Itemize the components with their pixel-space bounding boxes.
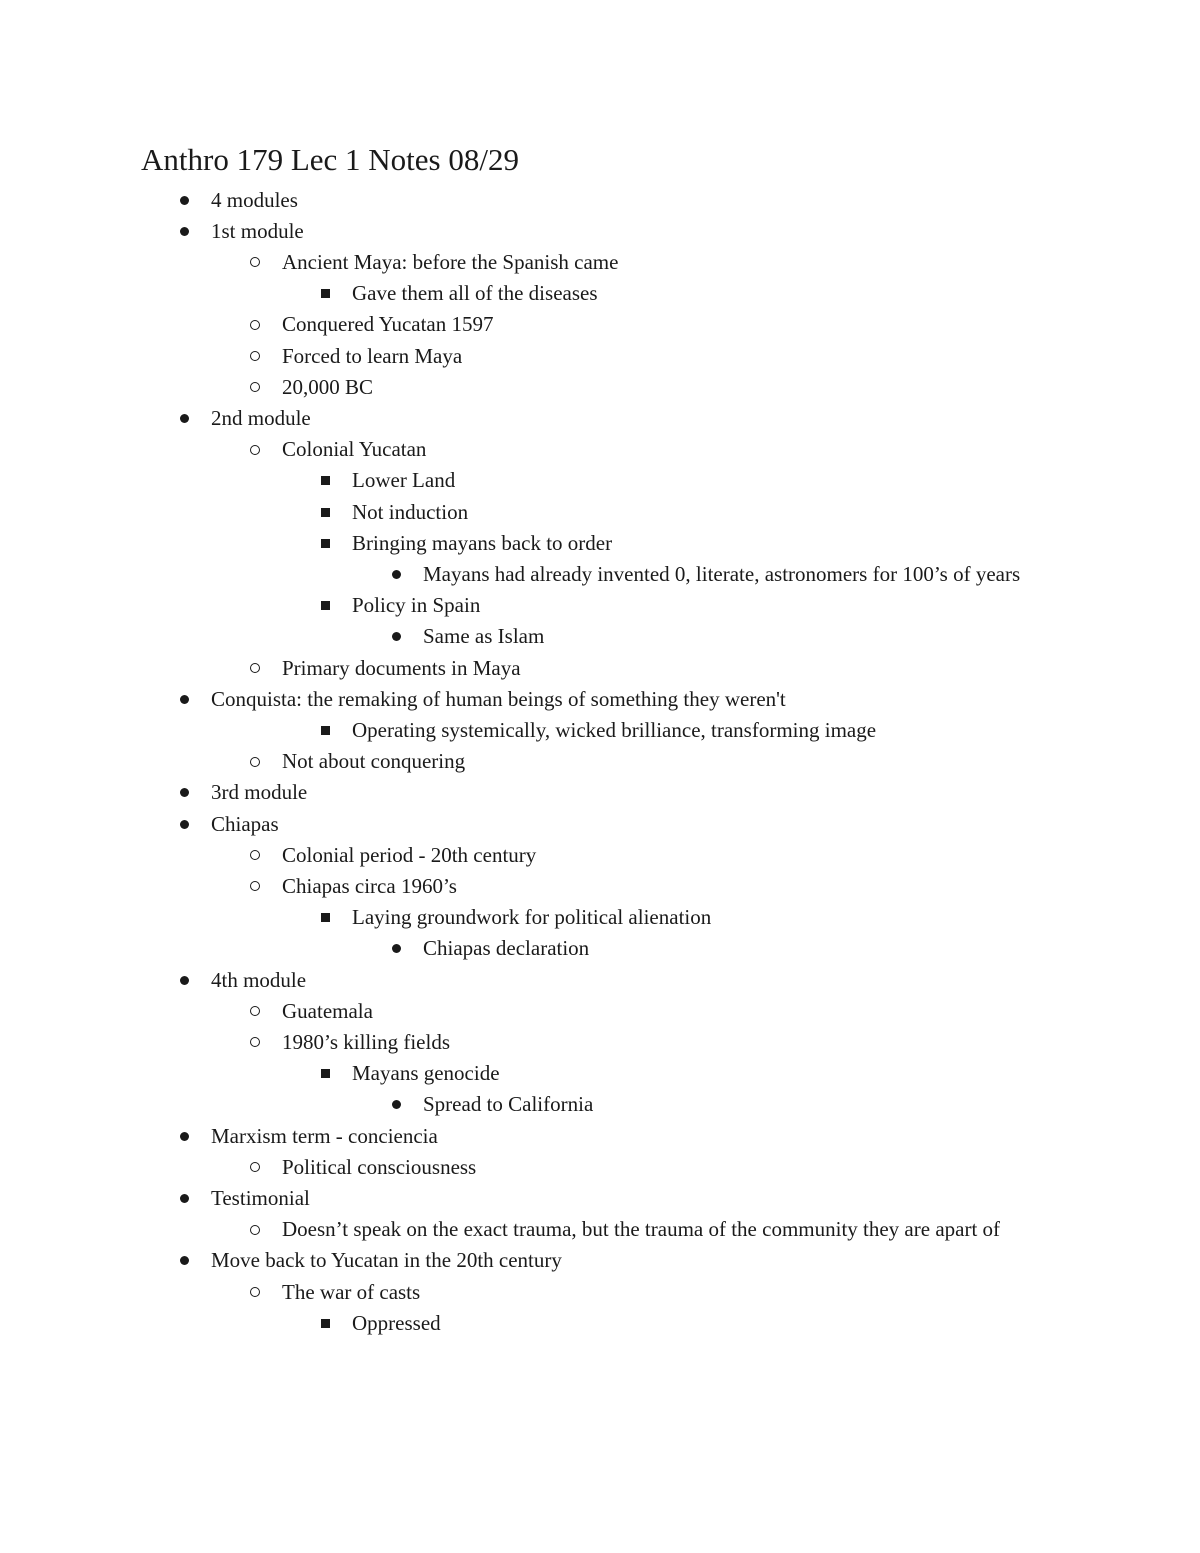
- bullet-dot-icon: [174, 809, 194, 840]
- bullet-dot-icon: [174, 684, 194, 715]
- bullet-circle-icon: [245, 1214, 265, 1245]
- list-item: [282, 247, 1050, 278]
- bullet-square-icon: [315, 497, 335, 528]
- list-item-text: Not about conquering: [282, 749, 466, 774]
- list-item: [211, 684, 1050, 715]
- list-item: [282, 372, 1050, 403]
- bullet-square-icon: [315, 1058, 335, 1089]
- list-item: [352, 715, 1050, 746]
- list-item: [423, 621, 1050, 652]
- list-item: [282, 1027, 1050, 1058]
- list-item-text: 1st module: [211, 218, 304, 243]
- bullet-circle-icon: [245, 840, 265, 871]
- list-item-text: Lower Land: [352, 468, 456, 493]
- list-item: [352, 497, 1050, 528]
- list-item: [352, 528, 1050, 559]
- bullet-dot-icon: [174, 216, 194, 247]
- bullet-circle-icon: [245, 1027, 265, 1058]
- list-item-text: Mayans had already invented 0, literate, astronomers for 100’s of years: [423, 561, 1021, 586]
- list-item-text: 3rd module: [211, 780, 308, 805]
- list-item: [282, 653, 1050, 684]
- bullet-circle-icon: [245, 434, 265, 465]
- bullet-square-icon: [315, 278, 335, 309]
- list-item-text: Move back to Yucatan in the 20th century: [211, 1248, 562, 1273]
- bullet-dot-icon: [174, 185, 194, 216]
- bullet-circle-icon: [245, 372, 265, 403]
- bullet-square-icon: [315, 715, 335, 746]
- bullet-dot-icon: [386, 559, 406, 590]
- list-item-text: Same as Islam: [423, 624, 545, 649]
- bullet-circle-icon: [245, 871, 265, 902]
- list-item: [282, 1277, 1050, 1308]
- list-item-text: 20,000 BC: [282, 374, 374, 399]
- list-item: [352, 590, 1050, 621]
- bullet-circle-icon: [245, 1277, 265, 1308]
- bullet-circle-icon: [245, 341, 265, 372]
- list-item-text: Conquered Yucatan 1597: [282, 312, 494, 337]
- bullet-circle-icon: [245, 653, 265, 684]
- list-item-text: Mayans genocide: [352, 1061, 500, 1086]
- list-item-text: Marxism term - conciencia: [211, 1123, 438, 1148]
- list-item: [211, 1183, 1050, 1214]
- list-item-text: The war of casts: [282, 1279, 421, 1304]
- bullet-dot-icon: [386, 933, 406, 964]
- list-item: [352, 902, 1050, 933]
- list-item-text: 1980’s killing fields: [282, 1029, 450, 1054]
- list-item: [423, 559, 1050, 590]
- list-item: [282, 871, 1050, 902]
- list-item: [423, 1089, 1050, 1120]
- list-item: [211, 965, 1050, 996]
- list-item-text: Colonial period - 20th century: [282, 842, 537, 867]
- list-item-text: Doesn’t speak on the exact trauma, but the trauma of the community they are apart of: [282, 1217, 1001, 1242]
- bullet-square-icon: [315, 465, 335, 496]
- list-item: [282, 1214, 1050, 1245]
- page-title: Anthro 179 Lec 1 Notes 08/29: [141, 142, 519, 177]
- list-item-text: Forced to learn Maya: [282, 343, 463, 368]
- bullet-dot-icon: [386, 1089, 406, 1120]
- bullet-dot-icon: [174, 1245, 194, 1276]
- bullet-circle-icon: [245, 309, 265, 340]
- list-item-text: Political consciousness: [282, 1154, 477, 1179]
- bullet-dot-icon: [174, 1183, 194, 1214]
- list-item-text: Chiapas: [211, 811, 279, 836]
- list-item-text: Chiapas declaration: [423, 936, 590, 961]
- list-item: [282, 309, 1050, 340]
- list-item: [282, 746, 1050, 777]
- list-item-text: Oppressed: [352, 1310, 441, 1335]
- list-item-text: Guatemala: [282, 998, 373, 1023]
- list-item-text: Conquista: the remaking of human beings of something they weren't: [211, 686, 786, 711]
- bullet-circle-icon: [245, 996, 265, 1027]
- list-item-text: Chiapas circa 1960’s: [282, 873, 457, 898]
- list-item-text: Spread to California: [423, 1092, 594, 1117]
- bullet-circle-icon: [245, 746, 265, 777]
- bullet-dot-icon: [174, 777, 194, 808]
- list-item-text: Laying groundwork for political alienation: [352, 905, 712, 930]
- list-item: [211, 777, 1050, 808]
- list-item: [282, 840, 1050, 871]
- list-item-text: 2nd module: [211, 405, 311, 430]
- list-item: [211, 216, 1050, 247]
- list-item-text: Not induction: [352, 499, 469, 524]
- bullet-square-icon: [315, 1308, 335, 1339]
- bullet-dot-icon: [174, 403, 194, 434]
- list-item: [282, 434, 1050, 465]
- list-item-text: Testimonial: [211, 1185, 310, 1210]
- bullet-circle-icon: [245, 1152, 265, 1183]
- list-item-text: 4 modules: [211, 187, 298, 212]
- list-item: [423, 933, 1050, 964]
- bullet-dot-icon: [174, 965, 194, 996]
- list-item: [352, 278, 1050, 309]
- list-item: [211, 1245, 1050, 1276]
- list-item-text: Primary documents in Maya: [282, 655, 521, 680]
- list-item-text: Bringing mayans back to order: [352, 530, 613, 555]
- bullet-circle-icon: [245, 247, 265, 278]
- bullet-square-icon: [315, 528, 335, 559]
- list-item-text: Gave them all of the diseases: [352, 281, 598, 306]
- list-item: [352, 1308, 1050, 1339]
- list-item-text: Policy in Spain: [352, 593, 481, 618]
- list-item: [282, 1152, 1050, 1183]
- list-item: [352, 1058, 1050, 1089]
- list-item: [211, 185, 1050, 216]
- list-item: [211, 403, 1050, 434]
- bullet-dot-icon: [174, 1121, 194, 1152]
- list-item: [211, 809, 1050, 840]
- list-item: [211, 1121, 1050, 1152]
- bullet-square-icon: [315, 902, 335, 933]
- bullet-square-icon: [315, 590, 335, 621]
- list-item: [352, 465, 1050, 496]
- list-item-text: 4th module: [211, 967, 307, 992]
- list-item: [282, 996, 1050, 1027]
- list-item-text: Ancient Maya: before the Spanish came: [282, 249, 619, 274]
- list-item-text: Operating systemically, wicked brilliance, transforming image: [352, 717, 877, 742]
- list-item: [282, 341, 1050, 372]
- list-item-text: Colonial Yucatan: [282, 437, 427, 462]
- bullet-dot-icon: [386, 621, 406, 652]
